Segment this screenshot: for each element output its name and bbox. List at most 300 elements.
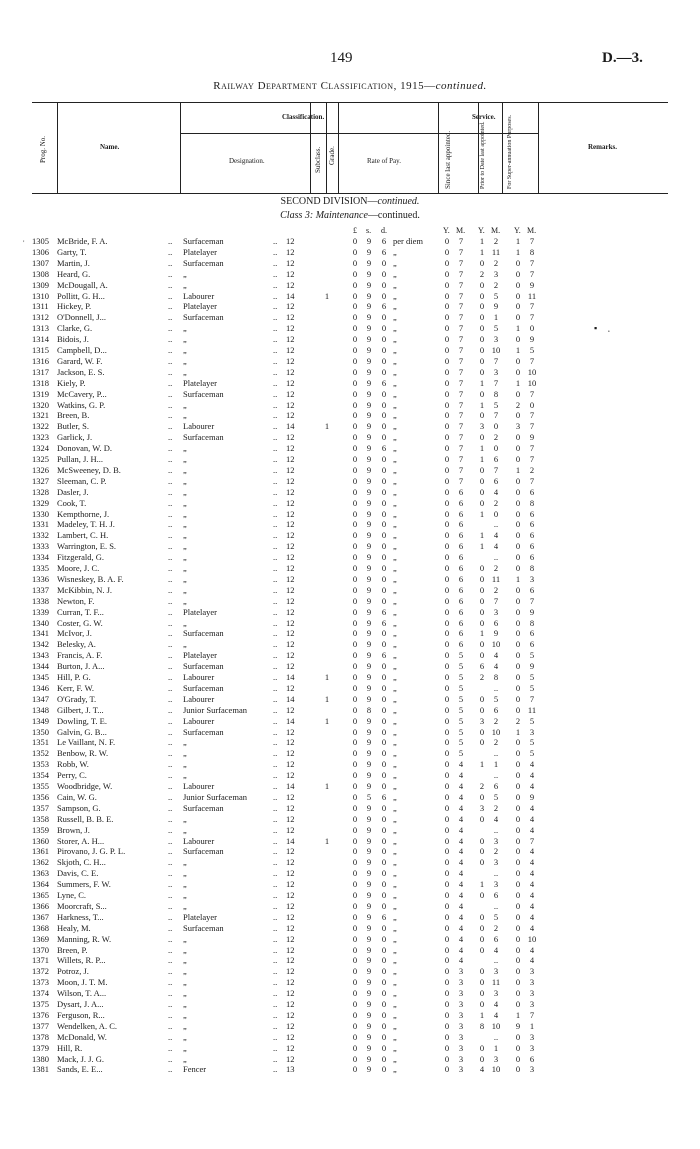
cell-py: 0 xyxy=(479,464,485,475)
cell-pm: 4 xyxy=(493,813,499,824)
cell-sub: 12 xyxy=(286,824,295,835)
cell-des: Fencer xyxy=(183,1064,207,1075)
cell-sm: 6 xyxy=(458,541,464,552)
cell-s: 9 xyxy=(366,955,372,966)
cell-py: 1 xyxy=(479,246,485,257)
cell-s: 9 xyxy=(366,977,372,988)
cell-s: 9 xyxy=(366,552,372,563)
leader-dots: .. xyxy=(168,966,173,977)
cell-sub: 12 xyxy=(286,999,295,1009)
cell-sub: 12 xyxy=(286,236,295,246)
cell-sub: 12 xyxy=(286,595,295,606)
cell-sm: 6 xyxy=(458,595,464,606)
leader-dots: .. xyxy=(168,781,173,791)
cell-sm: 3 xyxy=(458,1031,464,1042)
cell-s: 9 xyxy=(366,530,372,541)
cell-pm: 9 xyxy=(493,628,499,639)
leader-dots: .. xyxy=(273,486,278,497)
table-row xyxy=(0,247,700,258)
leader-dots: .. xyxy=(168,345,173,355)
cell-l: 0 xyxy=(352,301,358,312)
cell-rate: „ xyxy=(393,246,397,257)
cell-sub: 12 xyxy=(286,279,295,290)
header-classification: Classification. xyxy=(282,113,325,121)
cell-s: 9 xyxy=(366,497,372,508)
cell-no: 1375 xyxy=(32,999,49,1009)
leader-dots: .. xyxy=(168,879,173,890)
cell-fy: 0 xyxy=(515,748,521,759)
cell-d: 0 xyxy=(381,563,387,573)
cell-fy: 0 xyxy=(515,759,521,770)
cell-d: 0 xyxy=(381,410,387,421)
cell-fy: 0 xyxy=(515,868,521,879)
cell-s: 9 xyxy=(366,900,372,911)
cell-rate: „ xyxy=(393,955,397,966)
cell-no: 1308 xyxy=(32,268,49,279)
cell-name: Hill, P. G. xyxy=(57,672,91,682)
cell-l: 0 xyxy=(352,857,358,868)
cell-name: Garty, T. xyxy=(57,246,87,257)
cell-pm: 1 xyxy=(493,1042,499,1053)
cell-des: „ xyxy=(183,890,187,900)
cell-l: 0 xyxy=(352,541,358,552)
leader-dots: .. xyxy=(168,715,173,726)
cell-rate: „ xyxy=(393,617,397,628)
leader-dots: .. xyxy=(273,497,278,508)
cell-sy: 0 xyxy=(444,1053,450,1064)
cell-name: Kerr, F. W. xyxy=(57,682,94,693)
leader-dots: .. xyxy=(168,890,173,900)
cell-pm: 6 xyxy=(493,704,499,715)
leader-dots: .. xyxy=(168,563,173,573)
cell-rate: „ xyxy=(393,628,397,639)
cell-py: 0 xyxy=(479,595,485,606)
cell-sy: 0 xyxy=(444,246,450,257)
leader-dots: .. xyxy=(168,573,173,584)
cell-pm: 6 xyxy=(493,890,499,900)
cell-l: 0 xyxy=(352,1009,358,1020)
cell-des: „ xyxy=(183,345,187,355)
cell-fy: 0 xyxy=(515,879,521,890)
cell-pm: 4 xyxy=(493,530,499,541)
cell-sy: 0 xyxy=(444,388,450,399)
cell-rate: „ xyxy=(393,279,397,290)
leader-dots: .. xyxy=(168,279,173,290)
cell-sub: 12 xyxy=(286,334,295,345)
cell-d: 0 xyxy=(381,737,387,748)
cell-l: 0 xyxy=(352,966,358,977)
cell-rate: „ xyxy=(393,552,397,563)
header-designation: Designation. xyxy=(229,157,265,165)
cell-rate: „ xyxy=(393,541,397,552)
cell-des: Surfaceman xyxy=(183,388,224,399)
cell-rate: „ xyxy=(393,890,397,900)
cell-sub: 12 xyxy=(286,257,295,268)
cell-fy: 0 xyxy=(515,781,521,791)
cell-name: Watkins, G. P. xyxy=(57,399,106,410)
cell-rate: „ xyxy=(393,355,397,366)
cell-fm: 0 xyxy=(529,323,535,334)
cell-sub: 12 xyxy=(286,388,295,399)
cell-sm: 7 xyxy=(458,290,464,301)
cell-sy: 0 xyxy=(444,824,450,835)
cell-py: 0 xyxy=(479,650,485,661)
leader-dots: .. xyxy=(273,1009,278,1020)
cell-fm: 5 xyxy=(529,682,535,693)
leader-dots: .. xyxy=(273,813,278,824)
cell-fy: 0 xyxy=(515,824,521,835)
leader-dots: .. xyxy=(273,835,278,846)
cell-sm: 7 xyxy=(458,454,464,464)
leader-dots: .. xyxy=(273,748,278,759)
cell-d: 0 xyxy=(381,802,387,813)
cell-s: 9 xyxy=(366,933,372,944)
leader-dots: .. xyxy=(168,944,173,955)
cell-l: 0 xyxy=(352,759,358,770)
cell-sm: 3 xyxy=(458,1020,464,1031)
cell-des: „ xyxy=(183,323,187,334)
table-row xyxy=(0,650,700,661)
cell-s: 9 xyxy=(366,781,372,791)
cell-fm: 3 xyxy=(529,1042,535,1053)
cell-des: Surfaceman xyxy=(183,661,224,672)
cell-sy: 0 xyxy=(444,312,450,323)
cell-rate: „ xyxy=(393,573,397,584)
cell-fm: 7 xyxy=(529,443,535,454)
cell-rate: „ xyxy=(393,944,397,955)
leader-dots: .. xyxy=(168,323,173,334)
cell-py: 0 xyxy=(479,432,485,443)
cell-des: Surfaceman xyxy=(183,802,224,813)
cell-s: 9 xyxy=(366,922,372,933)
leader-dots: .. xyxy=(168,464,173,475)
cell-l: 0 xyxy=(352,879,358,890)
cell-name: Pirovano, J. G. P. L. xyxy=(57,846,126,857)
table-row xyxy=(0,988,700,999)
cell-pm: 3 xyxy=(493,966,499,977)
cell-des: Labourer xyxy=(183,421,215,432)
cell-d: 0 xyxy=(381,999,387,1009)
cell-pm: 2 xyxy=(493,563,499,573)
leader-dots: .. xyxy=(168,334,173,345)
cell-d: 0 xyxy=(381,824,387,835)
cell-l: 0 xyxy=(352,323,358,334)
cell-pm: 5 xyxy=(493,399,499,410)
cell-py: 0 xyxy=(479,726,485,737)
cell-d: 0 xyxy=(381,781,387,791)
cell-rate: „ xyxy=(393,813,397,824)
cell-fm: 3 xyxy=(529,988,535,999)
cell-des: „ xyxy=(183,366,187,377)
cell-pm: 2 xyxy=(493,279,499,290)
cell-name: Benbow, R. W. xyxy=(57,748,109,759)
cell-l: 0 xyxy=(352,791,358,802)
cell-l: 0 xyxy=(352,268,358,279)
cell-name: Perry, C. xyxy=(57,770,87,781)
cell-sy: 0 xyxy=(444,475,450,486)
cell-py: 0 xyxy=(479,475,485,486)
table-row xyxy=(0,519,700,530)
class-heading xyxy=(0,210,700,221)
cell-pm: 11 xyxy=(491,246,501,257)
leader-dots: .. xyxy=(273,519,278,530)
cell-no: 1377 xyxy=(32,1020,49,1031)
cell-d: 0 xyxy=(381,988,387,999)
cell-name: Kempthorne, J. xyxy=(57,508,110,519)
cell-des: „ xyxy=(183,268,187,279)
cell-sm: 5 xyxy=(458,715,464,726)
cell-sy: 0 xyxy=(444,421,450,432)
cell-no: 1336 xyxy=(32,573,49,584)
leader-dots: .. xyxy=(273,421,278,432)
cell-pm: 11 xyxy=(491,977,501,988)
cell-py: 0 xyxy=(479,563,485,573)
cell-s: 9 xyxy=(366,410,372,421)
leader-dots: .. xyxy=(273,781,278,791)
cell-sub: 12 xyxy=(286,770,295,781)
cell-pm: .. xyxy=(493,955,499,966)
cell-name: McIvor, J. xyxy=(57,628,92,639)
cell-fy: 0 xyxy=(515,279,521,290)
cell-py: 0 xyxy=(479,890,485,900)
cell-sy: 0 xyxy=(444,236,450,246)
cell-sub: 14 xyxy=(286,693,295,704)
cell-name: Cain, W. G. xyxy=(57,791,97,802)
cell-no: 1342 xyxy=(32,639,49,650)
cell-py: 1 xyxy=(479,399,485,410)
cell-sy: 0 xyxy=(444,563,450,573)
leader-dots: .. xyxy=(273,475,278,486)
cell-fm: 4 xyxy=(529,944,535,955)
cell-sy: 0 xyxy=(444,552,450,563)
cell-no: 1361 xyxy=(32,846,49,857)
cell-sub: 12 xyxy=(286,366,295,377)
cell-sm: 4 xyxy=(458,911,464,922)
table-row xyxy=(0,868,700,879)
cell-des: „ xyxy=(183,486,187,497)
cell-rate: „ xyxy=(393,1031,397,1042)
cell-sub: 13 xyxy=(286,1064,295,1075)
cell-sub: 12 xyxy=(286,966,295,977)
table-row xyxy=(0,672,700,683)
cell-py: 0 xyxy=(479,846,485,857)
leader-dots: .. xyxy=(168,1020,173,1031)
cell-no: 1337 xyxy=(32,584,49,595)
cell-sm: 7 xyxy=(458,236,464,246)
cell-fm: 4 xyxy=(529,857,535,868)
cell-sub: 14 xyxy=(286,421,295,432)
cell-l: 0 xyxy=(352,366,358,377)
cell-py: 0 xyxy=(479,584,485,595)
cell-sm: 4 xyxy=(458,770,464,781)
cell-des: „ xyxy=(183,988,187,999)
cell-d: 0 xyxy=(381,628,387,639)
cell-gr: 1 xyxy=(324,693,330,704)
leader-dots: .. xyxy=(273,355,278,366)
table-row xyxy=(0,955,700,966)
cell-d: 0 xyxy=(381,334,387,345)
cell-fy: 0 xyxy=(515,268,521,279)
leader-dots: .. xyxy=(168,813,173,824)
cell-s: 9 xyxy=(366,999,372,1009)
leader-dots: .. xyxy=(168,955,173,966)
cell-no: 1327 xyxy=(32,475,49,486)
cell-no: 1370 xyxy=(32,944,49,955)
cell-no: 1334 xyxy=(32,552,49,563)
leader-dots: .. xyxy=(168,377,173,388)
cell-d: 0 xyxy=(381,868,387,879)
cell-d: 6 xyxy=(381,911,387,922)
cell-fm: 7 xyxy=(529,355,535,366)
cell-sub: 12 xyxy=(286,955,295,966)
cell-sy: 0 xyxy=(444,345,450,355)
cell-l: 0 xyxy=(352,944,358,955)
cell-sm: 7 xyxy=(458,443,464,454)
cell-py: 0 xyxy=(479,497,485,508)
cell-rate: „ xyxy=(393,661,397,672)
cell-pm: 3 xyxy=(493,879,499,890)
cell-des: „ xyxy=(183,443,187,454)
leader-dots: .. xyxy=(273,345,278,355)
cell-des: Platelayer xyxy=(183,650,217,661)
cell-d: 0 xyxy=(381,639,387,650)
cell-no: 1348 xyxy=(32,704,49,715)
cell-sm: 7 xyxy=(458,334,464,345)
cell-l: 0 xyxy=(352,682,358,693)
cell-des: „ xyxy=(183,824,187,835)
cell-no: 1379 xyxy=(32,1042,49,1053)
cell-sub: 12 xyxy=(286,977,295,988)
table-row xyxy=(0,509,700,520)
cell-d: 0 xyxy=(381,955,387,966)
cell-d: 0 xyxy=(381,693,387,704)
cell-d: 0 xyxy=(381,682,387,693)
cell-des: „ xyxy=(183,519,187,530)
cell-fm: 7 xyxy=(529,454,535,464)
cell-fm: 8 xyxy=(529,497,535,508)
cell-des: „ xyxy=(183,1053,187,1064)
cell-name: Le Vaillant, N. F. xyxy=(57,737,116,748)
cell-sm: 5 xyxy=(458,650,464,661)
cell-fm: 4 xyxy=(529,802,535,813)
cell-s: 9 xyxy=(366,454,372,464)
cell-fy: 0 xyxy=(515,1053,521,1064)
cell-s: 9 xyxy=(366,541,372,552)
cell-l: 0 xyxy=(352,1042,358,1053)
cell-s: 9 xyxy=(366,868,372,879)
cell-fy: 0 xyxy=(515,530,521,541)
cell-d: 0 xyxy=(381,268,387,279)
header-service: Service. xyxy=(472,113,496,121)
cell-gr: 1 xyxy=(324,835,330,846)
cell-d: 0 xyxy=(381,530,387,541)
table-row xyxy=(0,410,700,421)
leader-dots: .. xyxy=(273,563,278,573)
cell-l: 0 xyxy=(352,388,358,399)
cell-name: Russell, B. B. E. xyxy=(57,813,114,824)
cell-sm: 7 xyxy=(458,312,464,323)
cell-l: 0 xyxy=(352,955,358,966)
cell-no: 1307 xyxy=(32,257,49,268)
cell-pm: 3 xyxy=(493,1053,499,1064)
cell-sy: 0 xyxy=(444,454,450,464)
leader-dots: .. xyxy=(273,628,278,639)
cell-fy: 0 xyxy=(515,890,521,900)
cell-fm: 11 xyxy=(527,704,537,715)
cell-sm: 7 xyxy=(458,268,464,279)
cell-s: 9 xyxy=(366,890,372,900)
cell-name: Wendelken, A. C. xyxy=(57,1020,117,1031)
cell-sub: 12 xyxy=(286,563,295,573)
cell-rate: „ xyxy=(393,475,397,486)
cell-sub: 12 xyxy=(286,759,295,770)
cell-sy: 0 xyxy=(444,802,450,813)
cell-py: 0 xyxy=(479,290,485,301)
cell-l: 0 xyxy=(352,290,358,301)
cell-des: Surfaceman xyxy=(183,726,224,737)
cell-sub: 12 xyxy=(286,606,295,617)
leader-dots: .. xyxy=(168,530,173,541)
cell-fm: 6 xyxy=(529,1053,535,1064)
cell-sub: 12 xyxy=(286,573,295,584)
cell-des: „ xyxy=(183,1042,187,1053)
cell-d: 0 xyxy=(381,345,387,355)
cell-sy: 0 xyxy=(444,639,450,650)
cell-des: „ xyxy=(183,399,187,410)
cell-sm: 4 xyxy=(458,857,464,868)
cell-sy: 0 xyxy=(444,290,450,301)
cell-l: 0 xyxy=(352,236,358,246)
cell-fy: 0 xyxy=(515,486,521,497)
cell-sy: 0 xyxy=(444,890,450,900)
cell-s: 9 xyxy=(366,1053,372,1064)
cell-fy: 0 xyxy=(515,672,521,682)
cell-l: 0 xyxy=(352,988,358,999)
cell-name: Harkness, T... xyxy=(57,911,104,922)
cell-sub: 12 xyxy=(286,922,295,933)
cell-fm: 7 xyxy=(529,475,535,486)
cell-sub: 12 xyxy=(286,846,295,857)
margin-mark: • xyxy=(608,330,610,335)
cell-pm: 2 xyxy=(493,846,499,857)
cell-l: 0 xyxy=(352,868,358,879)
leader-dots: .. xyxy=(273,595,278,606)
cell-pm: 4 xyxy=(493,661,499,672)
table-row xyxy=(0,999,700,1010)
cell-sm: 4 xyxy=(458,835,464,846)
cell-pm: 7 xyxy=(493,355,499,366)
cell-no: 1351 xyxy=(32,737,49,748)
leader-dots: .. xyxy=(168,290,173,301)
leader-dots: .. xyxy=(168,704,173,715)
cell-no: 1345 xyxy=(32,672,49,682)
leader-dots: .. xyxy=(168,737,173,748)
cell-fy: 0 xyxy=(515,1031,521,1042)
leader-dots: .. xyxy=(273,1031,278,1042)
cell-pm: 2 xyxy=(493,257,499,268)
cell-gr: 1 xyxy=(324,715,330,726)
cell-pm: 3 xyxy=(493,988,499,999)
cell-des: „ xyxy=(183,759,187,770)
cell-fm: 4 xyxy=(529,890,535,900)
cell-des: „ xyxy=(183,944,187,955)
cell-sm: 3 xyxy=(458,1053,464,1064)
cell-py: 0 xyxy=(479,857,485,868)
cell-name: Manning, R. W. xyxy=(57,933,112,944)
cell-py: 0 xyxy=(479,911,485,922)
cell-sy: 0 xyxy=(444,911,450,922)
cell-no: 1374 xyxy=(32,988,49,999)
